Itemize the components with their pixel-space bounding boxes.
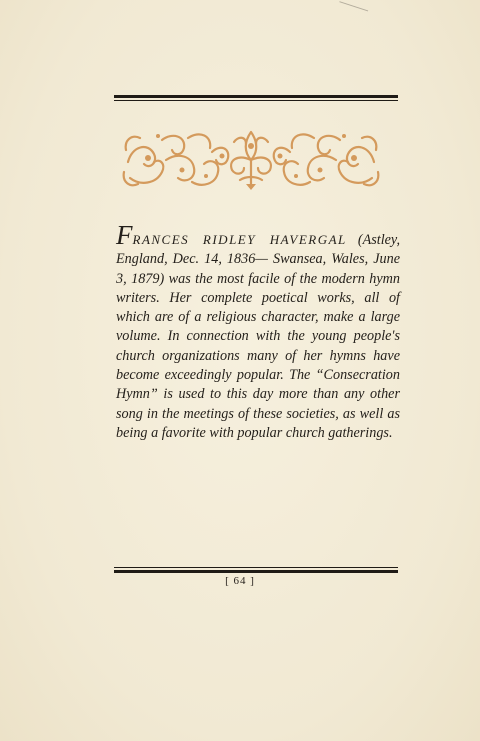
top-double-rule xyxy=(114,95,398,101)
subject-name: rances ridley havergal xyxy=(132,228,347,249)
bottom-double-rule xyxy=(114,567,398,573)
biography-paragraph xyxy=(116,222,400,443)
floral-ornament-icon xyxy=(122,126,380,192)
biography-text: (Astley, England, Dec. 14, 1836— Swansea, Wales, June 3, 1879) was the most facile of the modern hymn writers. Her complete poetical works, all of which are of a religious character, make a large volume. In connection with the young people's church organizations many of her hymns have become exceedingly popular. The “Consecration Hymn” is used to this day more than any other song in the meetings of these societies, as well as being a favorite with popular church gatherings. xyxy=(116,232,400,441)
drop-cap: F xyxy=(116,220,133,250)
page-corner-mark xyxy=(339,0,370,11)
page-number: [ 64 ] xyxy=(225,575,255,587)
